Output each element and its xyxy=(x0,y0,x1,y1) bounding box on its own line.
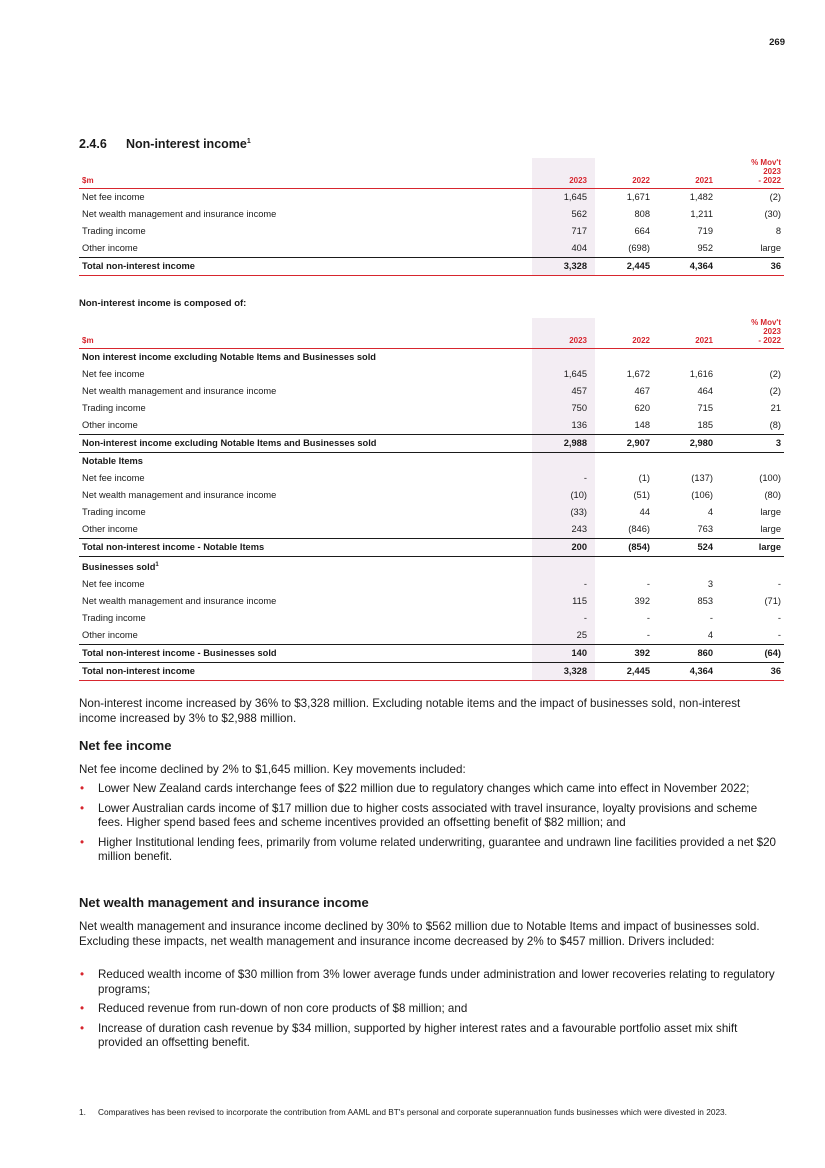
list-item: • Reduced revenue from run-down of non core products of $8 million; and xyxy=(79,1002,784,1017)
cell-2021: 464 xyxy=(697,386,713,396)
row-label: Net wealth management and insurance income xyxy=(82,209,277,219)
cell-2022: (51) xyxy=(633,490,650,500)
table-row xyxy=(79,610,784,627)
cell-2022: 664 xyxy=(634,226,650,236)
cell-2021: 3 xyxy=(707,579,713,590)
cell-movement: large xyxy=(760,524,781,534)
cell-2023: 750 xyxy=(532,400,595,417)
table-row xyxy=(79,417,784,435)
row-label: Trading income xyxy=(82,226,146,236)
cell-2023: 243 xyxy=(532,521,595,539)
cell-2021: 524 xyxy=(658,539,721,557)
cell-2023: 140 xyxy=(532,645,595,663)
cell-2021: 1,616 xyxy=(689,369,713,379)
col-header-movement: % Mov't 2023 - 2022 xyxy=(721,318,784,349)
col-header-2022: 2022 xyxy=(595,318,658,349)
table-header-row xyxy=(79,158,784,189)
table-row xyxy=(79,240,784,258)
cell-2023: (33) xyxy=(532,504,595,521)
non-interest-income-table xyxy=(79,158,784,276)
cell-2022: 2,907 xyxy=(595,435,658,453)
row-label: Total non-interest income xyxy=(79,258,532,276)
row-label: Total non-interest income xyxy=(79,663,532,681)
row-label: Trading income xyxy=(82,613,146,624)
table-row xyxy=(79,400,784,417)
list-item: • Lower New Zealand cards interchange fees of $22 million due to regulatory changes which came into effect in November 2022; xyxy=(79,782,784,797)
net-wealth-intro: Net wealth management and insurance income declined by 30% to $562 million due to Notable Items and impact of businesses sold. Excluding these impacts, net wealth management and insurance income decreased by 2% to $457 million. Drivers included: xyxy=(79,920,760,948)
cell-2021: - xyxy=(709,613,713,624)
empty-cell xyxy=(595,349,658,367)
empty-cell xyxy=(595,557,658,577)
cell-movement: - xyxy=(777,613,781,624)
cell-movement: (2) xyxy=(769,192,781,202)
empty-cell xyxy=(721,557,784,577)
cell-2022: (854) xyxy=(595,539,658,557)
row-label: Net wealth management and insurance income xyxy=(82,386,277,396)
cell-2022: 1,671 xyxy=(626,192,650,202)
composition-table xyxy=(79,318,784,681)
subtotal-row xyxy=(79,435,784,453)
table-total-row xyxy=(79,258,784,276)
cell-2021: 1,482 xyxy=(689,192,713,202)
table-row xyxy=(79,504,784,521)
cell-2021: 763 xyxy=(697,524,713,534)
cell-2023: 562 xyxy=(532,206,595,223)
cell-2023: 25 xyxy=(532,627,595,645)
row-label: Net fee income xyxy=(82,369,145,379)
cell-2021: 4,364 xyxy=(658,258,721,276)
cell-2022: 620 xyxy=(634,403,650,413)
cell-2022: (698) xyxy=(628,243,650,253)
table-total-row xyxy=(79,663,784,681)
col-header-2023: 2023 xyxy=(532,318,595,349)
row-label: Non-interest income excluding Notable Items and Businesses sold xyxy=(79,435,532,453)
section-title xyxy=(79,137,251,151)
cell-2022: 1,672 xyxy=(626,369,650,379)
cell-2021: 715 xyxy=(697,403,713,413)
list-item: • Lower Australian cards income of $17 million due to higher costs associated with travel insurance, loyalty provisions and scheme fees. Higher spend based fees and scheme incentives provided an offsetting benefit of $82 million; and xyxy=(79,802,784,831)
footnote-text: Comparatives has been revised to incorporate the contribution from AAML and BT's personal and corporate superannuation funds businesses which were divested in 2023. xyxy=(98,1107,727,1117)
row-label: Net wealth management and insurance income xyxy=(82,490,277,500)
list-item: • Reduced wealth income of $30 million from 3% lower average funds under administration and lower recoveries relating to regulatory programs; xyxy=(79,968,784,997)
empty-cell xyxy=(658,349,721,367)
cell-2022: 467 xyxy=(634,386,650,396)
list-item: • Increase of duration cash revenue by $34 million, supported by higher interest rates and a favourable portfolio asset mix shift provided an offsetting benefit. xyxy=(79,1022,784,1051)
cell-2021: (106) xyxy=(691,490,713,500)
cell-movement: large xyxy=(721,539,784,557)
cell-movement: (71) xyxy=(764,596,781,607)
cell-2023: 404 xyxy=(532,240,595,258)
cell-movement: (80) xyxy=(764,490,781,500)
row-label: Net fee income xyxy=(82,473,145,483)
section-number: 2.4.6 xyxy=(79,137,107,151)
section-title-footnote-ref: 1 xyxy=(246,137,251,145)
table-row xyxy=(79,189,784,207)
cell-2022: 2,445 xyxy=(595,663,658,681)
cell-2023: - xyxy=(532,576,595,593)
cell-2021: 860 xyxy=(658,645,721,663)
row-label: Trading income xyxy=(82,403,146,413)
col-header-movement: % Mov't 2023 - 2022 xyxy=(721,158,784,189)
row-label: Total non-interest income - Notable Items xyxy=(79,539,532,557)
cell-2023: (10) xyxy=(532,487,595,504)
footnote xyxy=(79,1107,779,1117)
cell-2022: 808 xyxy=(634,209,650,219)
row-label: Other income xyxy=(82,243,138,253)
cell-2022: 392 xyxy=(634,596,650,607)
cell-2023: 3,328 xyxy=(532,663,595,681)
table-row xyxy=(79,593,784,610)
cell-movement: large xyxy=(760,507,781,517)
cell-2021: 4 xyxy=(707,630,713,641)
empty-cell xyxy=(721,349,784,367)
cell-2021: 2,980 xyxy=(658,435,721,453)
cell-2021: (137) xyxy=(691,473,713,483)
cell-2023: 1,645 xyxy=(532,366,595,383)
row-label: Net fee income xyxy=(82,192,145,202)
group-heading xyxy=(79,557,532,577)
cell-2021: 719 xyxy=(697,226,713,236)
cell-movement: 21 xyxy=(770,403,781,413)
row-label: Other income xyxy=(82,524,138,534)
table-row xyxy=(79,470,784,487)
table-row xyxy=(79,223,784,240)
subtotal-row xyxy=(79,539,784,557)
cell-2022: - xyxy=(646,630,650,641)
cell-movement: - xyxy=(777,630,781,641)
summary-paragraph: Non-interest income increased by 36% to $3,328 million. Excluding notable items and the impact of businesses sold, non-interest income increased by 3% to $2,988 million. xyxy=(79,697,741,725)
subtotal-row xyxy=(79,645,784,663)
cell-2021: 4 xyxy=(707,507,713,517)
empty-cell xyxy=(721,453,784,471)
row-label: Other income xyxy=(82,630,138,641)
table-row xyxy=(79,366,784,383)
cell-movement: 8 xyxy=(775,226,781,236)
cell-movement: (64) xyxy=(721,645,784,663)
page-number: 269 xyxy=(769,37,785,48)
cell-2022: (1) xyxy=(638,473,650,483)
cell-2022: 148 xyxy=(634,420,650,430)
cell-2023: 200 xyxy=(532,539,595,557)
row-label: Trading income xyxy=(82,507,146,517)
empty-cell xyxy=(532,453,595,471)
cell-2021: 952 xyxy=(697,243,713,253)
row-label: Other income xyxy=(82,420,138,430)
cell-movement: (30) xyxy=(764,209,781,219)
col-header-2022: 2022 xyxy=(595,158,658,189)
group-heading: Non interest income excluding Notable Items and Businesses sold xyxy=(82,352,376,362)
col-header-2023: 2023 xyxy=(532,158,595,189)
cell-2023: 136 xyxy=(532,417,595,435)
row-label: Net fee income xyxy=(82,579,145,590)
cell-movement: - xyxy=(777,579,781,590)
composed-heading: Non-interest income is composed of: xyxy=(79,298,247,309)
net-fee-bullet-list xyxy=(79,782,784,870)
section-title-text: Non-interest income xyxy=(126,137,247,151)
table-row xyxy=(79,576,784,593)
group-heading-row xyxy=(79,557,784,577)
cell-2023: 2,988 xyxy=(532,435,595,453)
cell-movement: (2) xyxy=(769,369,781,379)
cell-2022: - xyxy=(646,613,650,624)
cell-2022: 44 xyxy=(639,507,650,517)
table-row xyxy=(79,627,784,645)
group-heading-text: Businesses sold xyxy=(82,562,156,573)
cell-2023: 115 xyxy=(532,593,595,610)
table-row xyxy=(79,487,784,504)
cell-movement: 36 xyxy=(721,258,784,276)
cell-2023: 717 xyxy=(532,223,595,240)
group-heading-row xyxy=(79,349,784,367)
empty-cell xyxy=(595,453,658,471)
table-header-row xyxy=(79,318,784,349)
cell-2022: 2,445 xyxy=(595,258,658,276)
group-heading: Notable Items xyxy=(82,456,143,466)
cell-2021: 1,211 xyxy=(690,209,713,219)
cell-2021: 853 xyxy=(697,596,713,607)
empty-cell xyxy=(658,453,721,471)
empty-cell xyxy=(532,349,595,367)
cell-2022: 392 xyxy=(595,645,658,663)
cell-2023: 3,328 xyxy=(532,258,595,276)
cell-movement: (8) xyxy=(769,420,781,430)
empty-cell xyxy=(658,557,721,577)
col-header-2021: 2021 xyxy=(658,318,721,349)
cell-2023: 457 xyxy=(532,383,595,400)
net-wealth-heading: Net wealth management and insurance income xyxy=(79,895,369,910)
list-item: • Higher Institutional lending fees, primarily from volume related underwriting, guarantee and undrawn line facilities provided a net $20 million benefit. xyxy=(79,836,784,865)
cell-2021: 185 xyxy=(697,420,713,430)
cell-2023: - xyxy=(532,470,595,487)
cell-movement: large xyxy=(760,243,781,253)
net-fee-heading: Net fee income xyxy=(79,738,172,753)
cell-movement: 3 xyxy=(721,435,784,453)
cell-movement: (100) xyxy=(759,473,781,483)
group-heading-row xyxy=(79,453,784,471)
row-label: Net wealth management and insurance income xyxy=(82,596,277,607)
table-row xyxy=(79,521,784,539)
cell-2023: - xyxy=(532,610,595,627)
row-label: Total non-interest income - Businesses sold xyxy=(79,645,532,663)
cell-2021: 4,364 xyxy=(658,663,721,681)
footnote-number: 1. xyxy=(79,1107,86,1117)
table-row xyxy=(79,206,784,223)
net-fee-intro: Net fee income declined by 2% to $1,645 million. Key movements included: xyxy=(79,763,466,776)
cell-2022: (846) xyxy=(628,524,650,534)
cell-movement: 36 xyxy=(721,663,784,681)
footnote-ref: 1 xyxy=(155,562,159,568)
cell-2022: - xyxy=(646,579,650,590)
col-header-2021: 2021 xyxy=(658,158,721,189)
cell-movement: (2) xyxy=(769,386,781,396)
empty-cell xyxy=(532,557,595,577)
col-header-unit: $m xyxy=(79,318,532,349)
cell-2023: 1,645 xyxy=(532,189,595,207)
col-header-unit: $m xyxy=(79,158,532,189)
net-wealth-bullet-list xyxy=(79,968,784,1056)
table-row xyxy=(79,383,784,400)
